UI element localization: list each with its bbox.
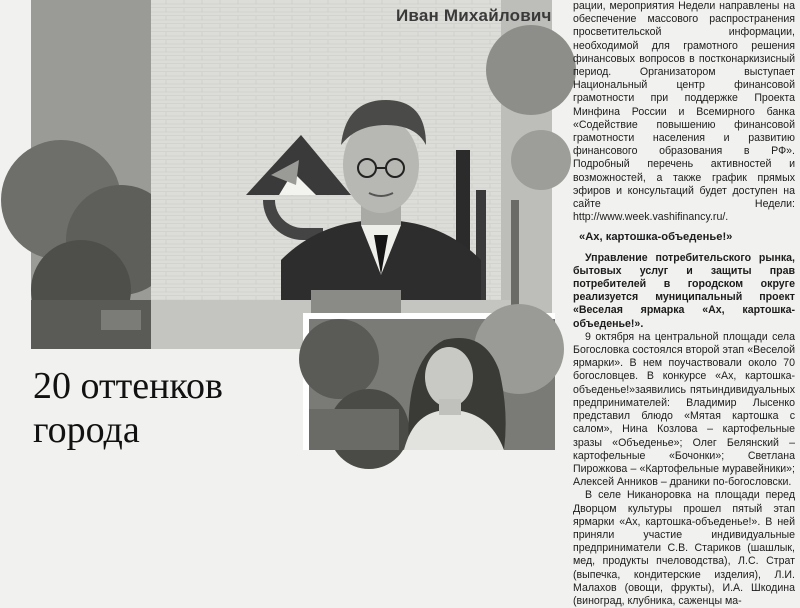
article-headline [33, 364, 223, 452]
mural-photo [31, 0, 552, 349]
mural-illustration [31, 0, 552, 349]
portrait-photo [303, 313, 555, 450]
section-subhead: «Ах, картошка-объеденье!» [579, 231, 733, 244]
body-paragraph-1: 9 октября на центральной площади села Богословка состоялся второй этап «Веселой ярмарки». В нем поучаствовали около 70 богословцев. В конкурсе «Ах, картошка-объеденье!»заявились пятьиндивидуальных предпринимателей: Владимир Лысенко представил блюдо «Мятая картошка с салом», Нина Козлова – картофельные зразы «Объеденье»; Олег Белянский – картофельные «Бочонки»; Светлана Пирожкова – «Картофельные муравейники»; Алексей Анников – драники по-богословски. [573, 330, 795, 489]
portrait-illustration [309, 319, 555, 450]
right-text-column [573, 0, 795, 607]
headline-line-1: 20 оттенков [33, 365, 223, 407]
headline-line-2: города [33, 409, 140, 451]
mural-caption: Иван Михайлович [396, 6, 552, 25]
intro-paragraph: рации, мероприятия Недели направлены на обеспечение массового распространения просветительской информации, необходимой для грамотного решения финансовых вопросов в постконаркизисный период. Организатором выступает Национальный центр финансовой грамотности при поддержке Проекта Минфина России и Всемирного банка «Содействие повышению финансовой грамотности населения и развитию финансового образования в РФ». Подробный перечень активностей и возможностей, а также график прямых эфиров и консультаций будет доступен на сайте Недели: http://www.week.vashifinancy.ru/. [573, 0, 795, 224]
body-paragraph-2: В селе Никаноровка на площади перед Дворцом культуры прошел пятый этап ярмарки «Ах, картошка-объеденье!». В ней приняли участие индивидуальные предприниматели С.В. Стариков (шашлык, мед, продукты пчеловодства), Л.С. Страт (выпечка, кондитерские изделия), Л.И. Малахов (овощи, фрукты), И.А. Шкодина (виноград, клубника, саженцы ма- [573, 489, 795, 607]
lead-paragraph: Управление потребительского рынка, бытовых услуг и защиты прав потребителей в городском округе реализуется муниципальный проект «Веселая ярмарка «Ах, картошка-объеденье!». [573, 251, 795, 330]
